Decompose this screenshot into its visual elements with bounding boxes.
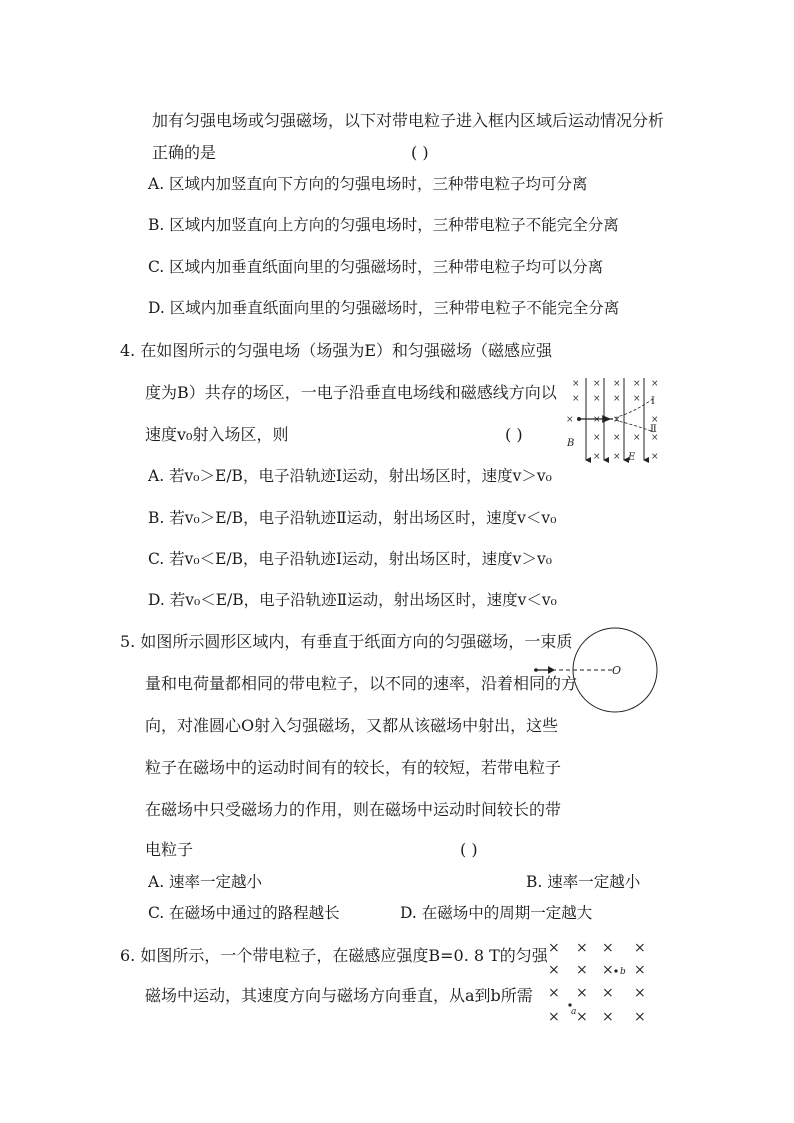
svg-text:×: × <box>651 433 659 443</box>
point-b-dot <box>614 969 617 972</box>
svg-text:×: × <box>633 433 641 443</box>
svg-text:×: × <box>634 1009 646 1025</box>
svg-text:×: × <box>602 940 614 956</box>
q5-circle-figure <box>530 626 658 718</box>
q5-option-a: A. 速率一定越小 <box>148 873 263 891</box>
q3-option-d: D. 区域内加垂直纸面向里的匀强磁场时，三种带电粒子不能完全分离 <box>148 299 620 317</box>
q4-option-c: C. 若v₀＜E/B，电子沿轨迹Ⅰ运动，射出场区时，速度v＞v₀ <box>148 550 552 568</box>
svg-text:×: × <box>566 415 574 425</box>
q4-option-b: B. 若v₀＞E/B，电子沿轨迹Ⅱ运动，射出场区时，速度v＜v₀ <box>148 509 557 527</box>
svg-text:×: × <box>548 985 560 1001</box>
q4-stem-line1: 4. 在如图所示的匀强电场（场强为E）和匀强磁场（磁感应强 <box>120 341 553 360</box>
q4-stem-line3: 速度v₀射入场区，则 <box>145 425 289 444</box>
svg-text:×: × <box>651 452 659 462</box>
svg-text:×: × <box>602 1009 614 1025</box>
q5-stem-line4: 粒子在磁场中的运动时间有的较长，有的较短，若带电粒子 <box>145 758 562 777</box>
svg-text:×: × <box>634 962 646 978</box>
q3-answer-bracket: ( ) <box>411 143 429 162</box>
label-b: b <box>620 967 626 977</box>
q4-field-figure <box>562 374 667 466</box>
label-E: E <box>628 452 636 463</box>
q4-answer-bracket: ( ) <box>505 425 523 444</box>
label-I: Ⅰ <box>651 396 655 407</box>
q5-answer-bracket: ( ) <box>460 840 478 859</box>
svg-text:×: × <box>633 379 641 389</box>
q3-stem-line1: 加有匀强电场或匀强磁场，以下对带电粒子进入框内区域后运动情况分析 <box>152 111 665 130</box>
svg-text:×: × <box>613 394 621 404</box>
svg-text:×: × <box>613 379 621 389</box>
svg-text:×: × <box>548 940 560 956</box>
svg-text:×: × <box>576 985 588 1001</box>
svg-text:×: × <box>602 985 614 1001</box>
svg-text:×: × <box>613 415 621 425</box>
label-B: B <box>567 438 575 449</box>
svg-text:×: × <box>633 394 641 404</box>
svg-text:×: × <box>634 985 646 1001</box>
q4-option-d: D. 若v₀＜E/B，电子沿轨迹Ⅱ运动，射出场区时，速度v＜v₀ <box>148 591 557 609</box>
trajectory-II <box>610 419 654 432</box>
svg-text:×: × <box>593 394 601 404</box>
label-II: Ⅱ <box>650 424 657 435</box>
magnetic-crosses <box>548 940 646 1025</box>
label-O: O <box>612 664 622 677</box>
svg-text:×: × <box>593 379 601 389</box>
q3-option-b: B. 区域内加竖直向上方向的匀强电场时，三种带电粒子不能完全分离 <box>148 216 619 234</box>
q3-option-a: A. 区域内加竖直向下方向的匀强电场时，三种带电粒子均可分离 <box>148 175 588 193</box>
svg-text:×: × <box>576 1009 588 1025</box>
q5-stem-line1: 5. 如图所示圆形区域内，有垂直于纸面方向的匀强磁场，一束质 <box>120 632 573 651</box>
q6-stem-line2: 磁场中运动，其速度方向与磁场方向垂直，从a到b所需 <box>145 986 533 1005</box>
svg-text:×: × <box>613 452 621 462</box>
beam-arrowhead <box>548 666 555 674</box>
svg-text:×: × <box>593 415 601 425</box>
q4-stem-line2: 度为B）共存的场区，一电子沿垂直电场线和磁感线方向以 <box>145 383 557 402</box>
q5-stem-line2: 量和电荷量都相同的带电粒子，以不同的速率，沿着相同的方 <box>145 674 578 693</box>
svg-text:×: × <box>602 962 614 978</box>
svg-text:×: × <box>572 379 580 389</box>
svg-text:×: × <box>593 452 601 462</box>
q5-stem-line6: 电粒子 <box>145 840 194 859</box>
q5-stem-line3: 向，对准圆心O射入匀强磁场，又都从该磁场中射出，这些 <box>145 716 559 735</box>
svg-text:×: × <box>548 962 560 978</box>
svg-text:×: × <box>548 1009 560 1025</box>
svg-text:×: × <box>576 940 588 956</box>
q5-option-c: C. 在磁场中通过的路程越长 <box>148 904 340 922</box>
label-a: a <box>571 1007 577 1017</box>
beam-source-dot <box>534 668 538 672</box>
q6-stem-line1: 6. 如图所示，一个带电粒子，在磁感应强度B=0. 8 T的匀强 <box>120 946 548 965</box>
svg-text:×: × <box>576 962 588 978</box>
q3-stem-line2: 正确的是 <box>152 143 217 162</box>
svg-text:×: × <box>651 415 659 425</box>
q5-option-b: B. 速率一定越小 <box>526 873 641 891</box>
q5-stem-line5: 在磁场中只受磁场力的作用，则在磁场中运动时间较长的带 <box>145 800 562 819</box>
q5-option-d: D. 在磁场中的周期一定越大 <box>400 904 593 922</box>
svg-text:×: × <box>634 940 646 956</box>
svg-text:×: × <box>593 433 601 443</box>
q4-option-a: A. 若v₀＞E/B，电子沿轨迹Ⅰ运动，射出场区时，速度v＞v₀ <box>148 467 552 485</box>
q6-magnetic-figure <box>546 936 656 1028</box>
q3-option-c: C. 区域内加垂直纸面向里的匀强磁场时，三种带电粒子均可以分离 <box>148 258 604 276</box>
svg-text:×: × <box>572 394 580 404</box>
svg-text:×: × <box>613 433 621 443</box>
svg-text:×: × <box>651 379 659 389</box>
